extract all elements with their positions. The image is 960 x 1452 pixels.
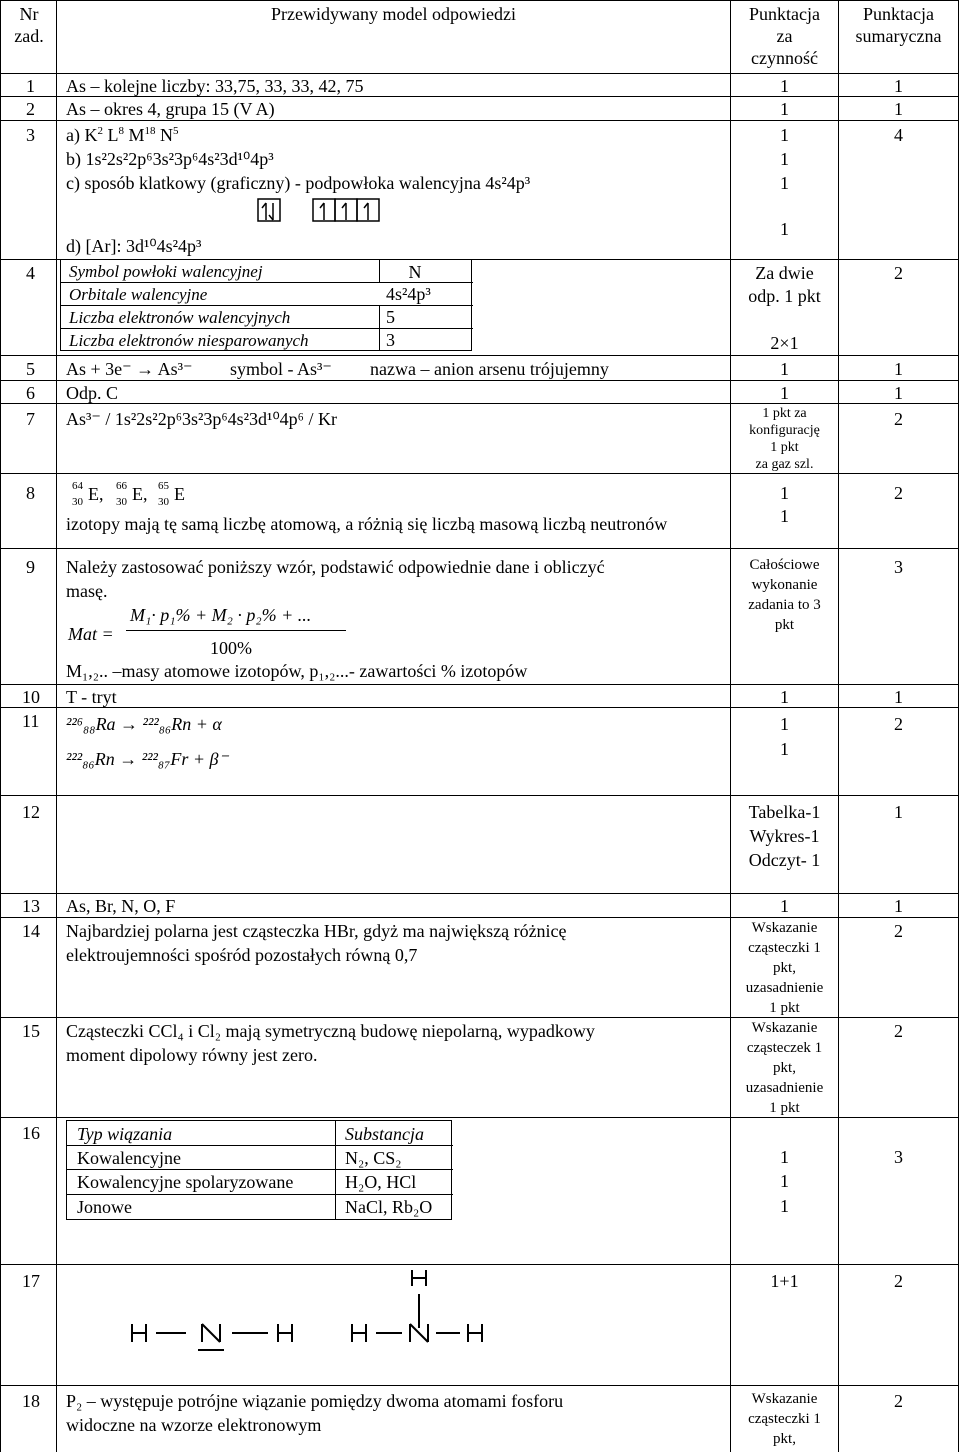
orbital-box-diagram bbox=[258, 196, 398, 226]
row-text: Odp. C bbox=[66, 383, 119, 403]
row-points: Wskazanie bbox=[751, 920, 818, 936]
row-points: pkt, bbox=[773, 1060, 796, 1076]
row-points: 1 bbox=[780, 219, 789, 239]
row-nr: 1 bbox=[26, 76, 35, 96]
row-points: 1 bbox=[780, 76, 789, 96]
row-points: zadania to 3 bbox=[748, 597, 821, 613]
row-points: konfigurację bbox=[749, 423, 820, 438]
row-points: 1 bbox=[780, 739, 789, 759]
row-nr: 12 bbox=[22, 802, 40, 822]
row-text: Cząsteczki CCl₄ i Cl₂ mają symetryczną budowę niepolarną, wypadkowy bbox=[66, 1021, 595, 1041]
row-nr: 13 bbox=[22, 896, 40, 916]
row-nr: 16 bbox=[22, 1123, 40, 1143]
row-points: 1 bbox=[780, 714, 789, 734]
bond-header: Substancja bbox=[345, 1124, 424, 1144]
row-points: Za dwie bbox=[755, 263, 814, 283]
row-points: 1 bbox=[780, 359, 789, 379]
box-method: c) sposób klatkowy (graficzny) - podpowłoka walencyjna 4s²4p³ bbox=[66, 173, 531, 193]
hydrogen-atom-top bbox=[412, 1270, 426, 1286]
row-sum: 2 bbox=[894, 921, 903, 941]
ammonia-electron-structure bbox=[60, 1266, 560, 1384]
grid-line bbox=[958, 0, 959, 1452]
row-nr: 9 bbox=[26, 557, 35, 577]
row-text: moment dipolowy równy jest zero. bbox=[66, 1045, 318, 1065]
row-points: Odczyt- 1 bbox=[748, 850, 821, 870]
formula-legend: M₁,₂.. –masy atomowe izotopów, p₁,₂...- zawartości % izotopów bbox=[66, 661, 528, 681]
row-text: P₂ – występuje potrójne wiązanie pomiędzy dwoma atomami fosforu bbox=[66, 1391, 564, 1411]
row-text: As, Br, N, O, F bbox=[66, 896, 176, 916]
row-text: Należy zastosować poniższy wzór, podstawić odpowiednie dane i obliczyć bbox=[66, 557, 605, 577]
row-nr: 7 bbox=[26, 409, 35, 429]
row-points: pkt, bbox=[773, 1431, 796, 1447]
orbital-4s bbox=[258, 199, 280, 221]
grid-line bbox=[0, 1385, 959, 1386]
row-points: odp. 1 pkt bbox=[748, 286, 821, 306]
row-sum: 2 bbox=[894, 263, 903, 283]
row-nr: 15 bbox=[22, 1021, 40, 1041]
valence-label: Liczba elektronów walencyjnych bbox=[69, 308, 291, 327]
electron-shells: a) $K^2$ $L^8$ $M^{18}$ $N^5$ bbox=[66, 125, 179, 145]
grid-line bbox=[0, 355, 959, 356]
row-points: uzasadnienie bbox=[745, 1080, 824, 1096]
row-nr: 5 bbox=[26, 359, 35, 379]
valence-label: Liczba elektronów niesparowanych bbox=[69, 331, 309, 350]
row-points: 1 bbox=[780, 99, 789, 119]
decay-equation-alpha: ²²⁶₈₈Ra → ²²²₈₆Rn + α bbox=[66, 714, 222, 734]
row-points: Wskazanie bbox=[751, 1020, 818, 1036]
header-sum: Punktacja sumaryczna bbox=[855, 4, 942, 46]
row-sum: 1 bbox=[894, 896, 903, 916]
orbital-4p bbox=[313, 199, 379, 221]
grid-line bbox=[0, 795, 959, 796]
nitrogen-atom bbox=[198, 1324, 224, 1350]
row-points: 1 bbox=[780, 173, 789, 193]
row-sum: 2 bbox=[894, 714, 903, 734]
header-nr: Nr zad. bbox=[14, 4, 44, 46]
row-points: 1+1 bbox=[770, 1271, 799, 1291]
row-points: Całościowe bbox=[749, 557, 820, 573]
row-sum: 2 bbox=[894, 1271, 903, 1291]
grid-line bbox=[0, 1264, 959, 1265]
row-nr: 18 bbox=[22, 1391, 40, 1411]
electron-config: b) 1s²2s²2p⁶3s²3p⁶4s²3d¹⁰4p³ bbox=[66, 149, 274, 169]
hydrogen-atom bbox=[352, 1324, 366, 1342]
grid-line bbox=[0, 548, 959, 549]
row-points: za gaz szl. bbox=[755, 457, 814, 472]
valence-label: Orbitale walencyjne bbox=[69, 285, 208, 304]
row-sum: 1 bbox=[894, 802, 903, 822]
row-sum: 2 bbox=[894, 1391, 903, 1411]
bond-substance: N₂, CS₂ bbox=[345, 1148, 402, 1168]
valence-value: 4s²4p³ bbox=[386, 284, 431, 304]
formula-denominator: 100% bbox=[210, 638, 252, 658]
row-points: Tabelka-1 bbox=[748, 802, 821, 822]
hydrogen-atom-right bbox=[278, 1324, 292, 1342]
bond-type-table bbox=[66, 1120, 452, 1220]
row-points: wykonanie bbox=[751, 577, 818, 593]
row-nr: 14 bbox=[22, 921, 40, 941]
isotope-list: 64 30 E, 66 30 E, 65 30 E bbox=[72, 480, 185, 508]
row-nr: 17 bbox=[22, 1271, 40, 1291]
row-points: 1 pkt bbox=[769, 1100, 800, 1116]
row-points: Wskazanie bbox=[751, 1391, 818, 1407]
row-points: 2×1 bbox=[770, 333, 799, 353]
hydrogen-atom-left bbox=[132, 1324, 146, 1342]
grid-line bbox=[0, 120, 959, 121]
row-nr: 10 bbox=[22, 687, 40, 707]
row-points: 1 bbox=[780, 1196, 789, 1216]
row-points: 1 pkt za bbox=[762, 406, 807, 421]
row-points: 1 bbox=[780, 1147, 789, 1167]
hydrogen-atom bbox=[468, 1324, 482, 1342]
bond-substance: H₂O, HCl bbox=[345, 1172, 417, 1192]
row-points: cząsteczki 1 bbox=[748, 1411, 821, 1427]
row-text: As³⁻ / 1s²2s²2p⁶3s²3p⁶4s²3d¹⁰4p⁶ / Kr bbox=[66, 409, 337, 429]
row-points: pkt, bbox=[773, 960, 796, 976]
valence-label: Symbol powłoki walencyjnej bbox=[69, 262, 263, 281]
row-sum: 2 bbox=[894, 409, 903, 429]
valence-value: N bbox=[408, 262, 422, 282]
row-text: T - tryt bbox=[66, 687, 117, 707]
row-text: As – kolejne liczby: 33,75, 33, 33, 42, 75 bbox=[66, 76, 364, 96]
row-points: 1 bbox=[780, 383, 789, 403]
row-points: 1 bbox=[780, 125, 789, 145]
row-sum: 2 bbox=[894, 483, 903, 503]
row-sum: 1 bbox=[894, 359, 903, 379]
row-text: izotopy mają tę samą liczbę atomową, a różnią się liczbą masową liczbą neutronów bbox=[66, 514, 668, 534]
row-points: 1 bbox=[780, 149, 789, 169]
ion-equation: As + 3e⁻ → As³⁻ bbox=[66, 359, 193, 379]
row-nr: 3 bbox=[26, 125, 35, 145]
header-points: Punktacja za czynność bbox=[749, 4, 820, 68]
row-sum: 3 bbox=[894, 1147, 903, 1167]
row-nr: 8 bbox=[26, 483, 35, 503]
row-sum: 2 bbox=[894, 1021, 903, 1041]
ion-name: nazwa – anion arsenu trójujemny bbox=[370, 359, 609, 379]
row-points: pkt bbox=[774, 617, 795, 633]
row-points: 1 pkt bbox=[769, 1000, 800, 1016]
row-nr: 4 bbox=[26, 263, 35, 283]
row-sum: 1 bbox=[894, 99, 903, 119]
row-text: widoczne na wzorze elektronowym bbox=[66, 1415, 322, 1435]
row-points: uzasadnienie bbox=[745, 980, 824, 996]
row-text: elektroujemności spośród pozostałych równą 0,7 bbox=[66, 945, 418, 965]
grid-line bbox=[0, 73, 959, 74]
row-sum: 3 bbox=[894, 557, 903, 577]
row-points: 1 bbox=[780, 483, 789, 503]
valence-table bbox=[60, 259, 472, 351]
row-points: 1 bbox=[780, 1171, 789, 1191]
ar-config: d) [Ar]: 3d¹⁰4s²4p³ bbox=[66, 236, 202, 256]
row-points: Wykres-1 bbox=[749, 826, 820, 846]
bond-type: Kowalencyjne bbox=[77, 1148, 181, 1168]
row-text: masę. bbox=[66, 581, 108, 601]
valence-value: 3 bbox=[386, 330, 395, 350]
bond-type: Jonowe bbox=[77, 1197, 132, 1217]
grid-line bbox=[0, 0, 959, 1]
row-text: As – okres 4, grupa 15 (V A) bbox=[66, 99, 275, 119]
row-sum: 1 bbox=[894, 383, 903, 403]
formula-numerator: M₁· p₁% + M₂ · p₂% + ... bbox=[130, 605, 312, 625]
header-model: Przewidywany model odpowiedzi bbox=[271, 4, 516, 24]
bond-header: Typ wiązania bbox=[77, 1124, 173, 1144]
decay-equation-beta: ²²²₈₆Rn → ²²²₈₇Fr + β⁻ bbox=[66, 749, 229, 769]
row-points: 1 bbox=[780, 896, 789, 916]
bond-substance: NaCl, Rb₂O bbox=[345, 1197, 433, 1217]
row-points: 1 bbox=[780, 687, 789, 707]
bond-type: Kowalencyjne spolaryzowane bbox=[77, 1172, 294, 1192]
row-nr: 6 bbox=[26, 383, 35, 403]
row-sum: 1 bbox=[894, 687, 903, 707]
formula-lhs: Mat = bbox=[68, 624, 114, 644]
row-sum: 4 bbox=[894, 125, 903, 145]
row-points: 1 bbox=[780, 506, 789, 526]
row-sum: 1 bbox=[894, 76, 903, 96]
grid-line bbox=[0, 684, 959, 685]
valence-value: 5 bbox=[386, 307, 395, 327]
grid-line bbox=[0, 380, 959, 381]
row-points: 1 pkt bbox=[770, 440, 799, 455]
row-nr: 11 bbox=[22, 711, 40, 731]
row-points: cząsteczki 1 bbox=[748, 940, 821, 956]
row-nr: 2 bbox=[26, 99, 35, 119]
grid-line bbox=[0, 893, 959, 894]
row-points: cząsteczek 1 bbox=[746, 1040, 823, 1056]
ion-symbol: symbol - As³⁻ bbox=[230, 359, 332, 379]
grid-line bbox=[0, 0, 1, 1452]
fraction-bar bbox=[126, 630, 346, 631]
grid-line bbox=[56, 0, 57, 1452]
row-text: Najbardziej polarna jest cząsteczka HBr, gdyż ma największą różnicę bbox=[66, 921, 567, 941]
